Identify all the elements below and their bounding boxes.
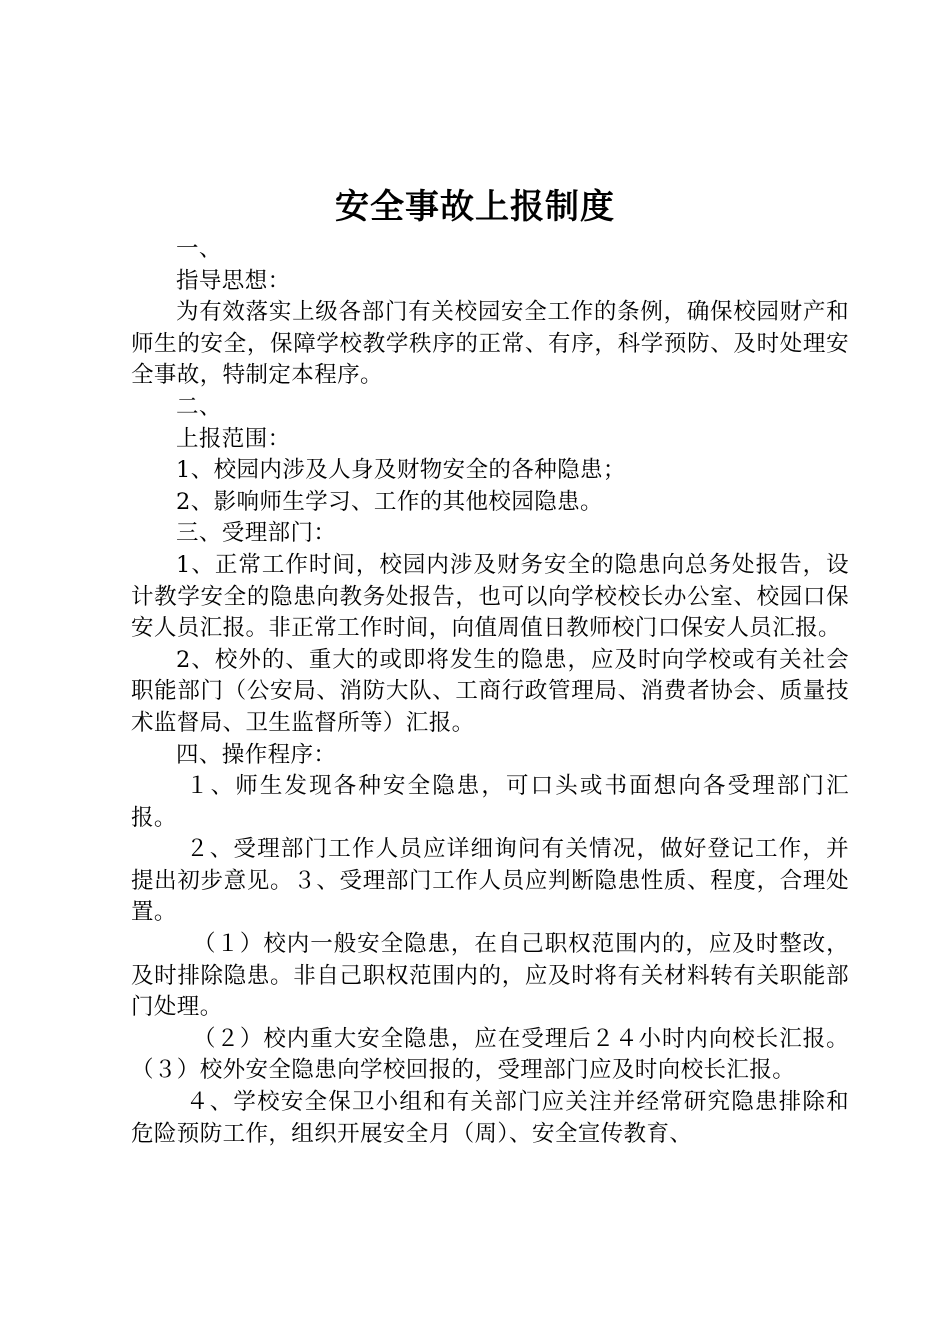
section-heading: 指导思想： [176, 267, 291, 294]
document-title: 安全事故上报制度 [335, 187, 615, 227]
section-heading: 三、受理部门： [176, 520, 337, 547]
sub-item: （２）校内重大安全隐患，应在受理后２４小时内向校长汇报。（３）校外安全隐患向学校回报的，受理部门应及时向校长汇报。 [131, 1025, 849, 1084]
paragraph: 为有效落实上级各部门有关校园安全工作的条例，确保校园财产和师生的安全，保障学校教学秩序的正常、有序，科学预防、及时处理安全事故，特制定本程序。 [131, 299, 849, 389]
list-item: 1、正常工作时间，校园内涉及财务安全的隐患向总务处报告，设计教学安全的隐患向教务处报告，也可以向学校校长办公室、校园口保安人员汇报。非正常工作时间，向值周值日教师校门口保安人员汇报。 [131, 551, 849, 642]
list-item: １、师生发现各种安全隐患，可口头或书面想向各受理部门汇报。 [131, 773, 849, 831]
list-item: 2、校外的、重大的或即将发生的隐患，应及时向学校或有关社会职能部门（公安局、消防大队、工商行政管理局、消费者协会、质量技术监督局、卫生监督所等）汇报。 [131, 646, 849, 736]
list-item: 2、影响师生学习、工作的其他校园隐患。 [176, 488, 603, 515]
list-item: ２、受理部门工作人员应详细询问有关情况，做好登记工作，并提出初步意见。３、受理部门工作人员应判断隐患性质、程度，合理处置。 [131, 836, 849, 926]
document-body [131, 234, 849, 1150]
section-heading: 上报范围： [176, 425, 291, 452]
list-item: ４、学校安全保卫小组和有关部门应关注并经常研究隐患排除和危险预防工作，组织开展安全月（周）、安全宣传教育、 [131, 1089, 849, 1147]
list-item: 1、校园内涉及人身及财物安全的各种隐患； [176, 457, 626, 484]
section-heading: 四、操作程序： [176, 741, 337, 768]
section-number: 二、 [176, 393, 222, 420]
sub-item: （１）校内一般安全隐患，在自己职权范围内的，应及时整改，及时排除隐患。非自己职权范围内的，应及时将有关材料转有关职能部门处理。 [131, 931, 849, 1021]
section-number: 一、 [176, 236, 222, 262]
